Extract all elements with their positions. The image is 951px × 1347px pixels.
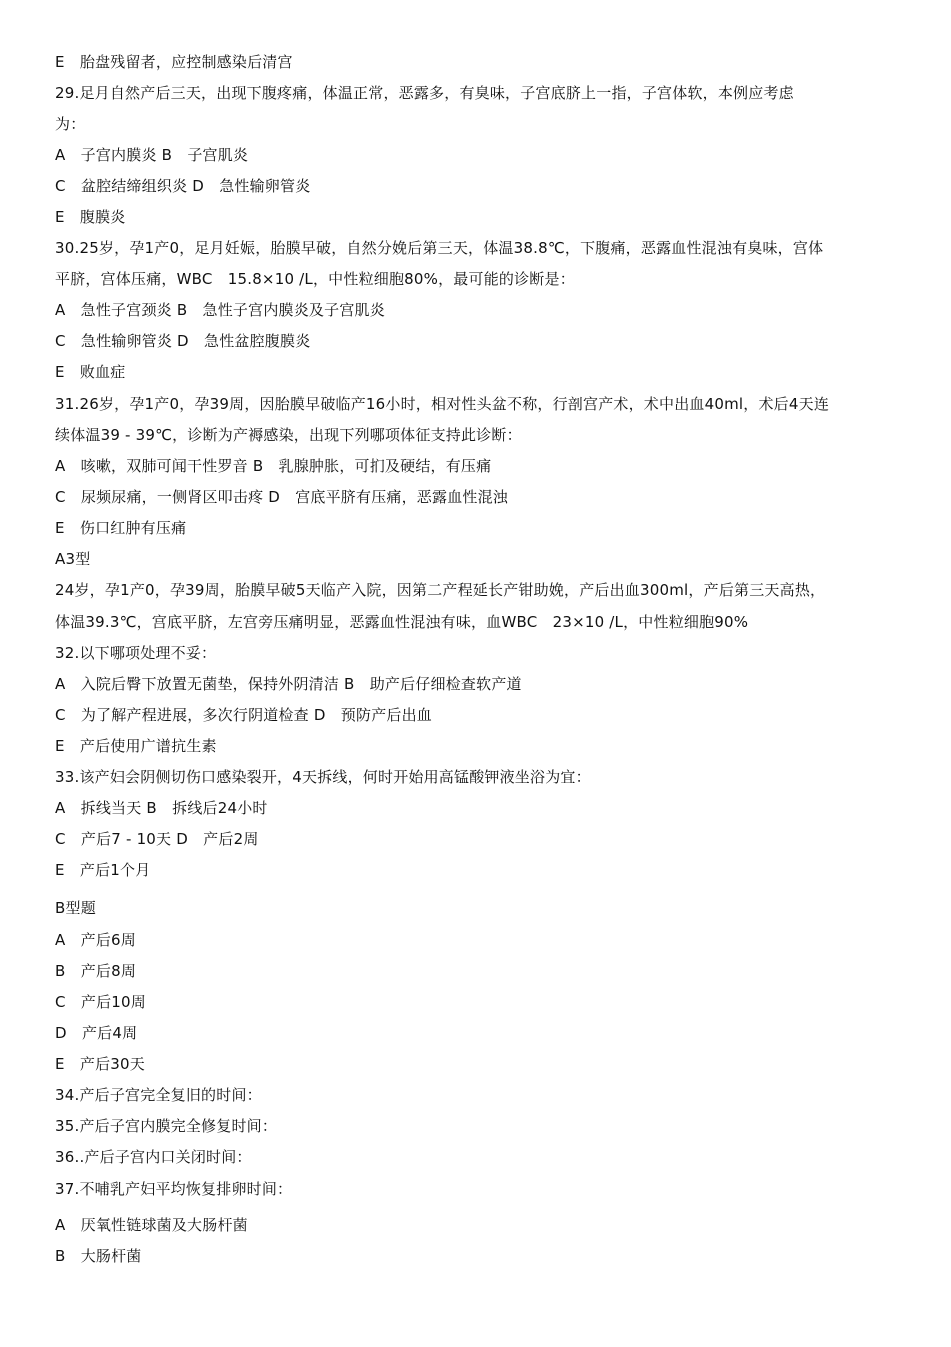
text-line: A 产后6周 — [55, 931, 137, 949]
text-line: A 急性子宫颈炎 B 急性子宫内膜炎及子宫肌炎 — [55, 301, 385, 319]
text-line: C 急性输卵管炎 D 急性盆腔腹膜炎 — [55, 332, 311, 350]
text-line: 平脐，宫体压痛，WBC 15.8×10 /L，中性粒细胞80%，最可能的诊断是： — [55, 270, 575, 288]
text-line: 24岁，孕1产0，孕39周，胎膜早破5天临产入院，因第二产程延长产钳助娩，产后出血300ml，产后第三天高热， — [55, 581, 826, 599]
text-line: 体温39.3℃，宫底平脐，左宫旁压痛明显，恶露血性混浊有味，血WBC 23×10 /L，中性粒细胞90% — [55, 613, 749, 631]
text-line: C 尿频尿痛，一侧肾区叩击疼 D 宫底平脐有压痛，恶露血性混浊 — [55, 488, 508, 506]
text-line: A 入院后臀下放置无菌垫，保持外阴清洁 B 助产后仔细检查软产道 — [55, 675, 522, 693]
text-line: 30.25岁，孕1产0，足月妊娠，胎膜早破，自然分娩后第三天，体温38.8℃，下腹痛，恶露血性混浊有臭味，宫体 — [55, 239, 824, 257]
text-line: E 胎盘残留者，应控制感染后清宫 — [55, 53, 293, 71]
section-heading: A3型 — [55, 550, 91, 568]
text-line: C 产后7 - 10天 D 产后2周 — [55, 830, 259, 848]
section-heading: B型题 — [55, 899, 96, 917]
text-line: 32.以下哪项处理不妥： — [55, 644, 217, 662]
text-line: B 大肠杆菌 — [55, 1247, 142, 1265]
text-line: 33.该产妇会阴侧切伤口感染裂开，4天拆线，何时开始用高锰酸钾液坐浴为宜： — [55, 768, 591, 786]
text-line: C 产后10周 — [55, 993, 146, 1011]
text-line: 36..产后子宫内口关闭时间： — [55, 1148, 252, 1166]
text-line: D 产后4周 — [55, 1024, 138, 1042]
text-line: 续体温39 - 39℃，诊断为产褥感染，出现下列哪项体征支持此诊断： — [55, 426, 522, 444]
text-line: A 子宫内膜炎 B 子宫肌炎 — [55, 146, 249, 164]
text-line: 29.足月自然产后三天，出现下腹疼痛，体温正常，恶露多，有臭味，子宫底脐上一指，子宫体软，本例应考虑 — [55, 84, 794, 102]
text-line: B 产后8周 — [55, 962, 137, 980]
text-line: 34.产后子宫完全复旧的时间： — [55, 1086, 262, 1104]
text-line: 31.26岁，孕1产0，孕39周，因胎膜早破临产16小时，相对性头盆不称，行剖宫产术，术中出血40ml，术后4天连 — [55, 395, 830, 413]
text-line: E 败血症 — [55, 363, 126, 381]
text-line: E 产后30天 — [55, 1055, 145, 1073]
text-line: 37.不哺乳产妇平均恢复排卵时间： — [55, 1180, 293, 1198]
text-line: A 咳嗽，双肺可闻干性罗音 B 乳腺肿胀，可扪及硬结，有压痛 — [55, 457, 492, 475]
text-line: 为： — [55, 115, 86, 133]
text-line: C 为了解产程进展，多次行阴道检查 D 预防产后出血 — [55, 706, 432, 724]
text-line: C 盆腔结缔组织炎 D 急性输卵管炎 — [55, 177, 311, 195]
text-line: E 伤口红肿有压痛 — [55, 519, 187, 537]
text-line: E 腹膜炎 — [55, 208, 126, 226]
text-line: E 产后1个月 — [55, 861, 151, 879]
text-line: A 拆线当天 B 拆线后24小时 — [55, 799, 268, 817]
text-line: 35.产后子宫内膜完全修复时间： — [55, 1117, 278, 1135]
text-line: A 厌氧性链球菌及大肠杆菌 — [55, 1216, 248, 1234]
text-line: E 产后使用广谱抗生素 — [55, 737, 217, 755]
